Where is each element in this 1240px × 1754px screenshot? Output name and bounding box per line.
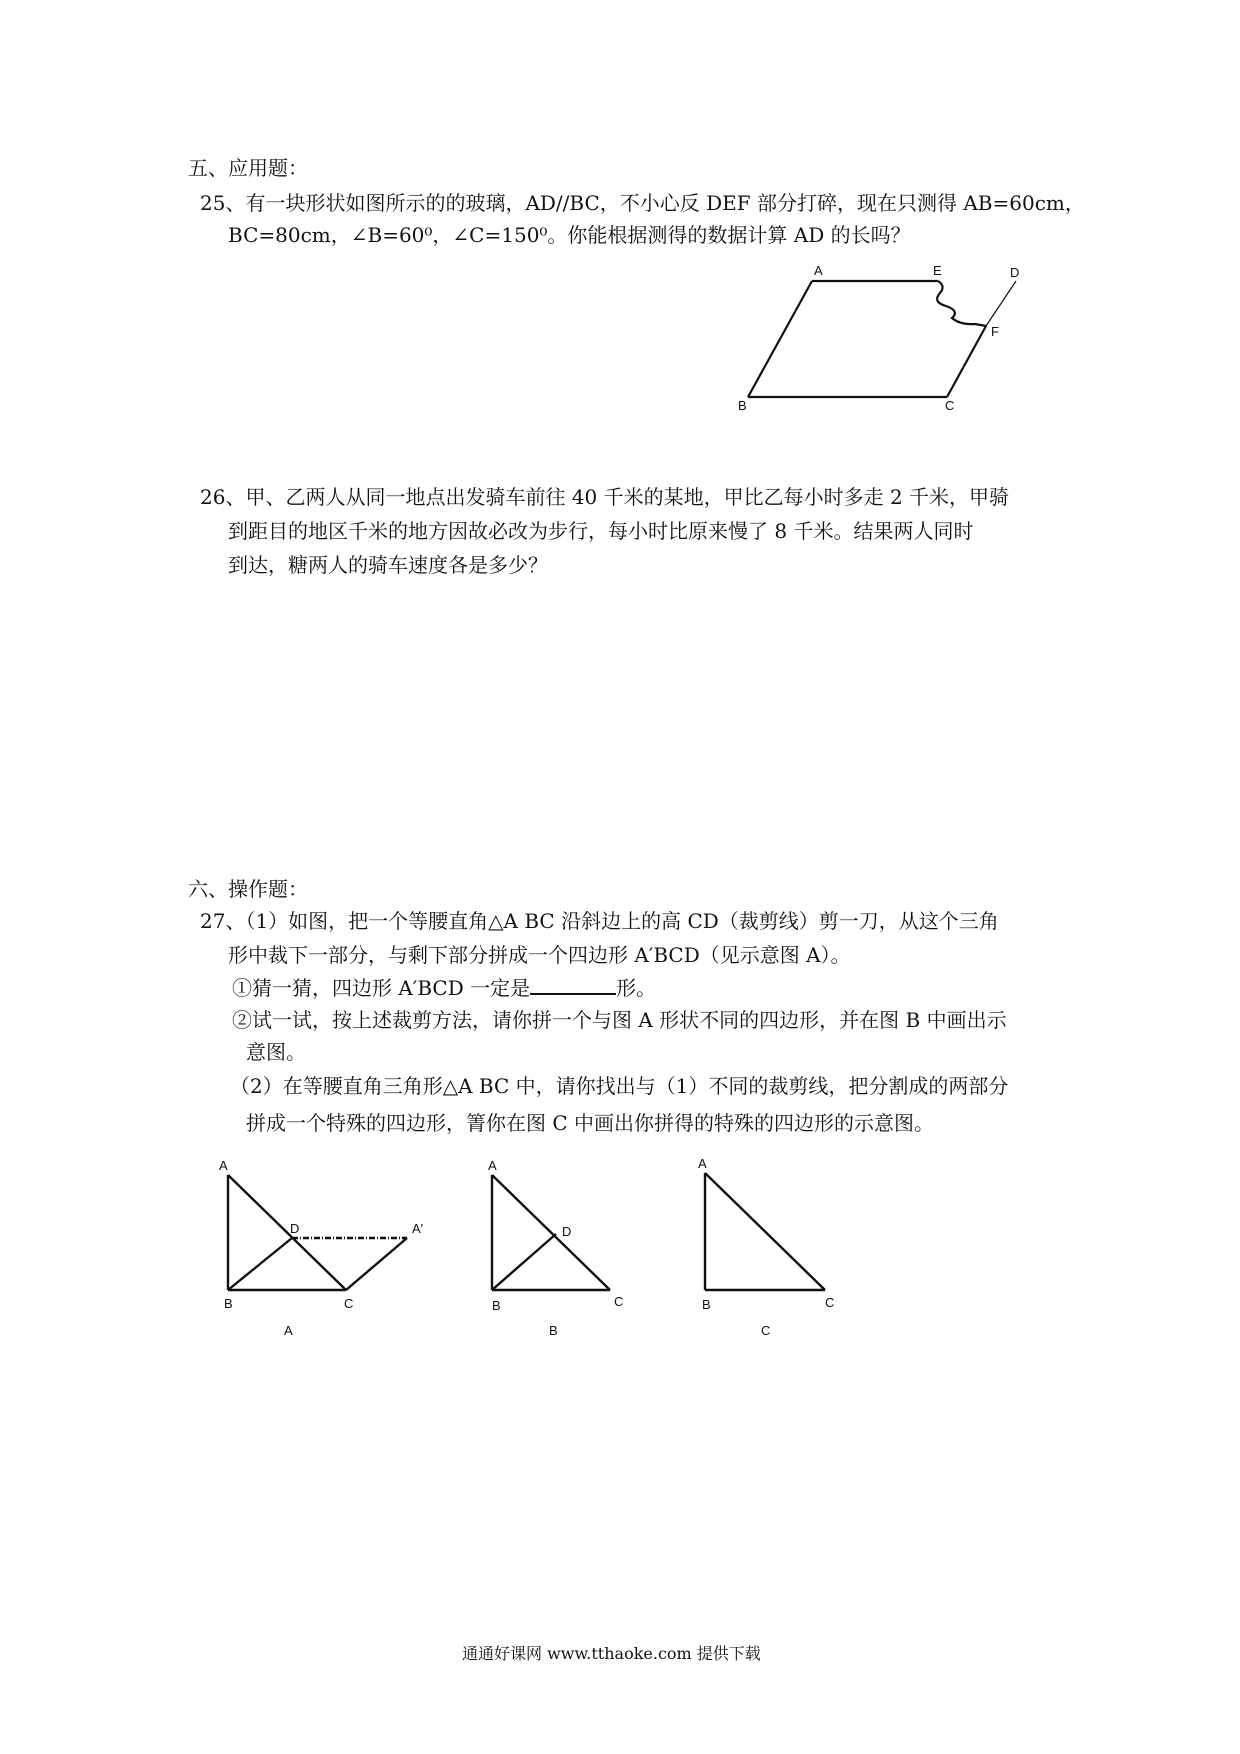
fig-b-label-c: C — [614, 1294, 624, 1309]
q27-part2-line1: （2）在等腰直角三角形△A BC 中，请你找出与（1）不同的裁剪线，把分割成的两部分 — [230, 1074, 1009, 1098]
fig-a-caption: A — [284, 1323, 293, 1338]
q25-label-f: F — [991, 324, 999, 339]
fig-b-label-a: A — [488, 1158, 497, 1173]
q27-line2: 形中裁下一部分，与剩下部分拼成一个四边形 A′BCD（见示意图 A）。 — [228, 943, 851, 967]
fig-c — [705, 1173, 825, 1290]
q26-line2: 到距目的地区千米的地方因故必改为步行，每小时比原来慢了 8 千米。结果两人同时 — [228, 519, 974, 543]
fig-b-label-b: B — [492, 1298, 501, 1313]
section5-heading: 五、应用题： — [188, 156, 308, 180]
fig-c-label-c: C — [825, 1295, 835, 1310]
q27-line1: 27、（1）如图，把一个等腰直角△A BC 沿斜边上的高 CD（裁剪线）剪一刀，从这个三角 — [200, 909, 999, 933]
q25-edge-fd — [986, 281, 1016, 326]
q25-edge-ab — [748, 281, 812, 397]
fig-c-caption: C — [761, 1323, 771, 1338]
page-footer: 通通好课网 www.tthaoke.com 提供下载 — [462, 1644, 761, 1663]
q27-part2-line2: 拼成一个特殊的四边形，箐你在图 C 中画出你拼得的特殊的四边形的示意图。 — [246, 1111, 935, 1135]
answer-blank[interactable] — [530, 975, 616, 995]
q25-label-c: C — [945, 398, 955, 413]
q26-line1: 26、甲、乙两人从同一地点出发骑车前往 40 千米的某地，甲比乙每小时多走 2 千米，甲骑 — [200, 485, 1010, 509]
q25-edge-cf — [947, 326, 986, 397]
q25-broken-edge — [937, 281, 986, 326]
fig-c-label-b: B — [702, 1297, 711, 1312]
fig-b — [492, 1175, 610, 1290]
q25-line2: BC=80cm，∠B=60⁰，∠C=150⁰。你能根据测得的数据计算 AD 的长吗？ — [228, 223, 911, 247]
fig-a — [228, 1175, 407, 1290]
q27-item2-line1: ②试一试，按上述裁剪方法，请你拼一个与图 A 形状不同的四边形，并在图 B 中画出示 — [232, 1008, 1007, 1032]
fig-b-edge-bd — [492, 1234, 556, 1290]
q27-item2-line2: 意图。 — [246, 1040, 306, 1064]
q27-item1-pre: ①猜一猜，四边形 A′BCD 一定是 — [232, 976, 531, 1000]
q25-label-b: B — [738, 398, 747, 413]
q27-item1 — [232, 974, 656, 1002]
fig-a-edge-ac — [228, 1175, 346, 1290]
fig-b-edge-ac — [492, 1175, 610, 1290]
fig-a-label-a: A — [219, 1158, 228, 1173]
q25-label-a: A — [814, 263, 823, 278]
fig-b-label-d: D — [562, 1224, 572, 1239]
fig-a-edge-bd — [228, 1238, 292, 1290]
fig-c-label-a: A — [698, 1156, 707, 1171]
fig-a-label-c: C — [344, 1296, 354, 1311]
fig-a-label-d: D — [290, 1221, 300, 1236]
q25-label-d: D — [1010, 265, 1020, 280]
fig-a-edge-ac2 — [346, 1238, 407, 1290]
q27-item1-post: 形。 — [616, 976, 657, 1000]
fig-b-caption: B — [549, 1323, 558, 1338]
q25-line1: 25、有一块形状如图所示的的玻璃，AD//BC，不小心反 DEF 部分打碎，现在只测得 AB=60cm， — [200, 191, 1085, 215]
section6-heading: 六、操作题： — [188, 877, 308, 901]
fig-a-label-b: B — [224, 1296, 233, 1311]
q26-line3: 到达，糖两人的骑车速度各是多少？ — [228, 553, 548, 577]
fig-a-label-a-prime: A′ — [412, 1221, 424, 1236]
fig-c-edge-ac — [705, 1173, 825, 1290]
q25-label-e: E — [933, 263, 942, 278]
